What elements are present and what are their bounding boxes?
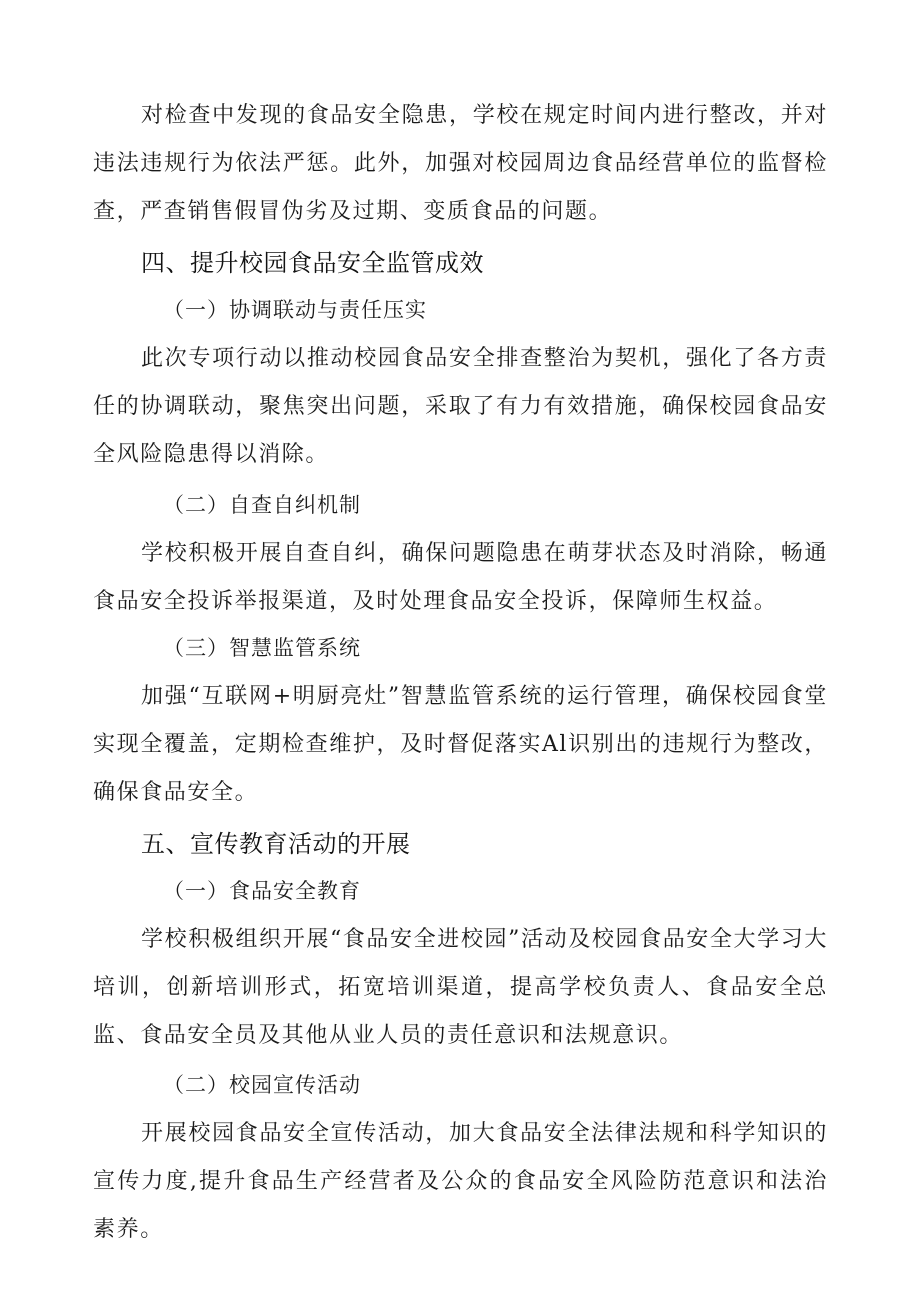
paragraph-smart-supervision: 加强“互联网+明厨亮灶”智慧监管系统的运行管理，确保校园食堂实现全覆盖，定期检查维护，及时督促落实Al识别出的违规行为整改，确保食品安全。	[93, 684, 828, 805]
section-heading-5: 五、宣传教育活动的开展	[141, 830, 411, 858]
paragraph-rectification: 对检查中发现的食品安全隐患，学校在规定时间内进行整改，并对违法违规行为依法严惩。此外，加强对校园周边食品经营单位的监督检查，严查销售假冒伪劣及过期、变质食品的问题。	[93, 103, 828, 224]
subheading-self-inspection: （二）自查自纠机制	[163, 493, 361, 517]
subheading-campus-publicity: （二）校园宣传活动	[163, 1073, 361, 1097]
paragraph-campus-publicity: 开展校园食品安全宣传活动，加大食品安全法律法规和科学知识的宣传力度,提升食品生产经营者及公众的食品安全风险防范意识和法治素养。	[93, 1121, 828, 1242]
section-heading-4: 四、提升校园食品安全监管成效	[141, 249, 484, 277]
paragraph-self-inspection: 学校积极开展自查自纠，确保问题隐患在萌芽状态及时消除，畅通食品安全投诉举报渠道，及时处理食品安全投诉，保障师生权益。	[93, 541, 828, 614]
paragraph-food-safety-education: 学校积极组织开展“食品安全进校园”活动及校园食品安全大学习大培训，创新培训形式，拓宽培训渠道，提高学校负责人、食品安全总监、食品安全员及其他从业人员的责任意识和法规意识。	[93, 927, 828, 1048]
subheading-coordination: （一）协调联动与责任压实	[163, 298, 427, 322]
subheading-food-safety-education: （一）食品安全教育	[163, 879, 361, 903]
paragraph-coordination: 此次专项行动以推动校园食品安全排查整治为契机，强化了各方责任的协调联动，聚焦突出问题，采取了有力有效措施，确保校园食品安全风险隐患得以消除。	[93, 346, 828, 467]
subheading-smart-supervision: （三）智慧监管系统	[163, 636, 361, 660]
